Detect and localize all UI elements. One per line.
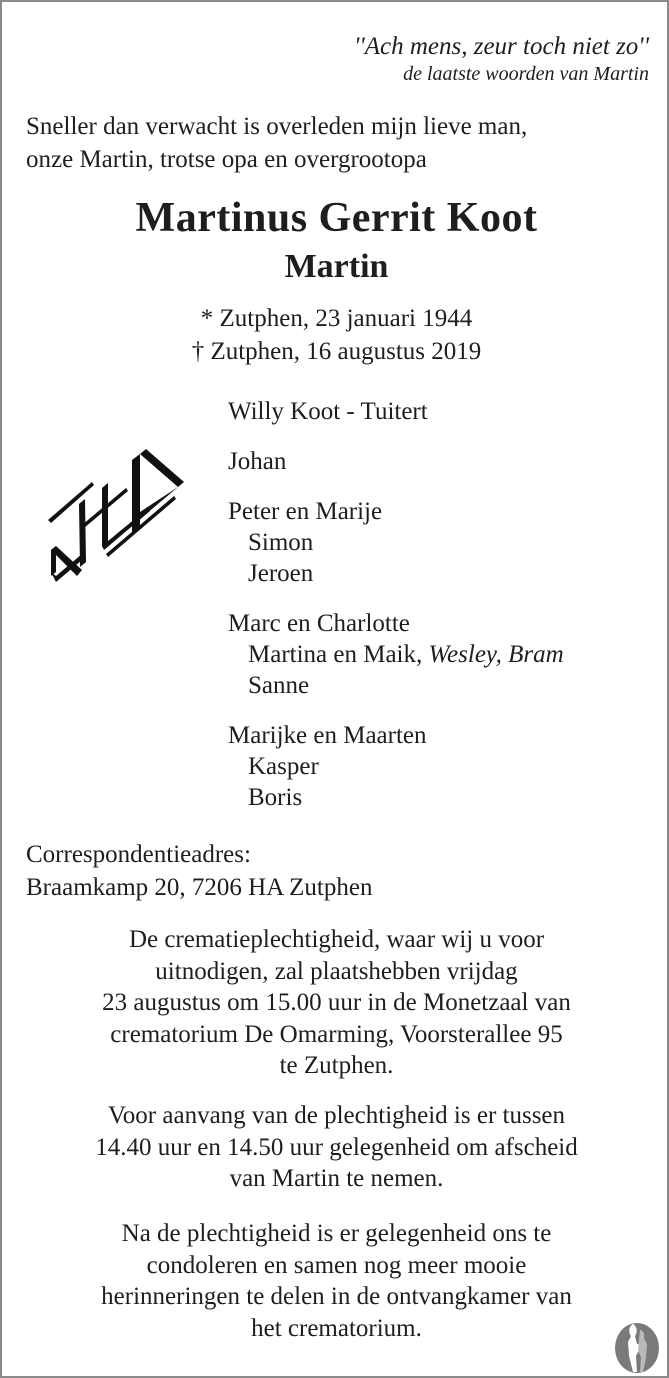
family-member: Peter en Marije <box>228 498 383 525</box>
family-member: Marijke en Maarten <box>228 722 427 749</box>
ceremony-paragraph <box>22 924 651 1082</box>
family-group <box>228 496 658 589</box>
text-line: crematorium De Omarming, Voorsterallee 95 <box>110 1020 563 1048</box>
embracing-figures-icon <box>613 1320 661 1374</box>
great-grandchildren: Wesley, Bram <box>428 641 564 668</box>
text-line: De crematieplechtigheid, waar wij u voor <box>128 926 545 953</box>
text-line: te Zutphen. <box>279 1052 394 1079</box>
intro-text <box>26 110 656 176</box>
quote-attribution: de laatste woorden van Martin <box>403 63 649 85</box>
condolence-paragraph <box>22 1218 651 1344</box>
text-line: van Martin te nemen. <box>229 1165 444 1192</box>
text-line: Na de plechtigheid is er gelegenheid ons te <box>121 1220 552 1247</box>
family-group <box>228 396 658 427</box>
text-line: 23 augustus om 15.00 uur in de Monetzaal van <box>102 989 571 1016</box>
grandchild: Boris <box>248 784 303 811</box>
intro-line-2: onze Martin, trotse opa en overgrootopa <box>26 146 427 173</box>
birth-date: * Zutphen, 23 januari 1944 <box>200 305 473 332</box>
grandchild: Kasper <box>248 753 319 780</box>
quote-block <box>354 32 649 86</box>
text-line: condoleren en samen nog meer mooie <box>146 1251 527 1279</box>
farewell-paragraph <box>22 1100 651 1195</box>
text-line: 14.40 uur en 14.50 uur gelegenheid om afscheid <box>95 1133 578 1161</box>
life-dates <box>2 302 669 368</box>
family-group <box>228 720 658 813</box>
family-group <box>228 608 658 701</box>
monogram-jhp-icon <box>46 442 186 592</box>
text-line: Voor aanvang van de plechtigheid is er tussen <box>107 1102 566 1129</box>
grandchild: Simon <box>248 529 314 556</box>
deceased-full-name: Martinus Gerrit Koot <box>135 195 538 241</box>
address-value: Braamkamp 20, 7206 HA Zutphen <box>26 874 373 901</box>
grandchild: Jeroen <box>248 560 314 587</box>
last-words-quote: ''Ach mens, zeur toch niet zo'' <box>354 33 649 60</box>
text-line: uitnodigen, zal plaatshebben vrijdag <box>155 957 518 985</box>
deceased-nickname: Martin <box>284 248 389 285</box>
grandchild: Sanne <box>248 672 310 699</box>
family-member: Johan <box>228 448 287 475</box>
family-group <box>228 446 658 477</box>
grandchild-with-great-grandchildren <box>228 639 658 670</box>
text-line: herinneringen te delen in de ontvangkamer van <box>101 1283 572 1310</box>
grandchild-couple: Martina en Maik, <box>248 641 429 668</box>
text-line: het crematorium. <box>251 1314 422 1342</box>
family-list <box>228 396 658 832</box>
correspondence-address <box>26 838 626 904</box>
death-date: † Zutphen, 16 augustus 2019 <box>191 338 482 365</box>
address-label: Correspondentieadres: <box>26 841 251 868</box>
intro-line-1: Sneller dan verwacht is overleden mijn lieve man, <box>26 113 528 140</box>
family-member: Willy Koot - Tuitert <box>228 398 428 425</box>
family-member: Marc en Charlotte <box>228 610 410 637</box>
